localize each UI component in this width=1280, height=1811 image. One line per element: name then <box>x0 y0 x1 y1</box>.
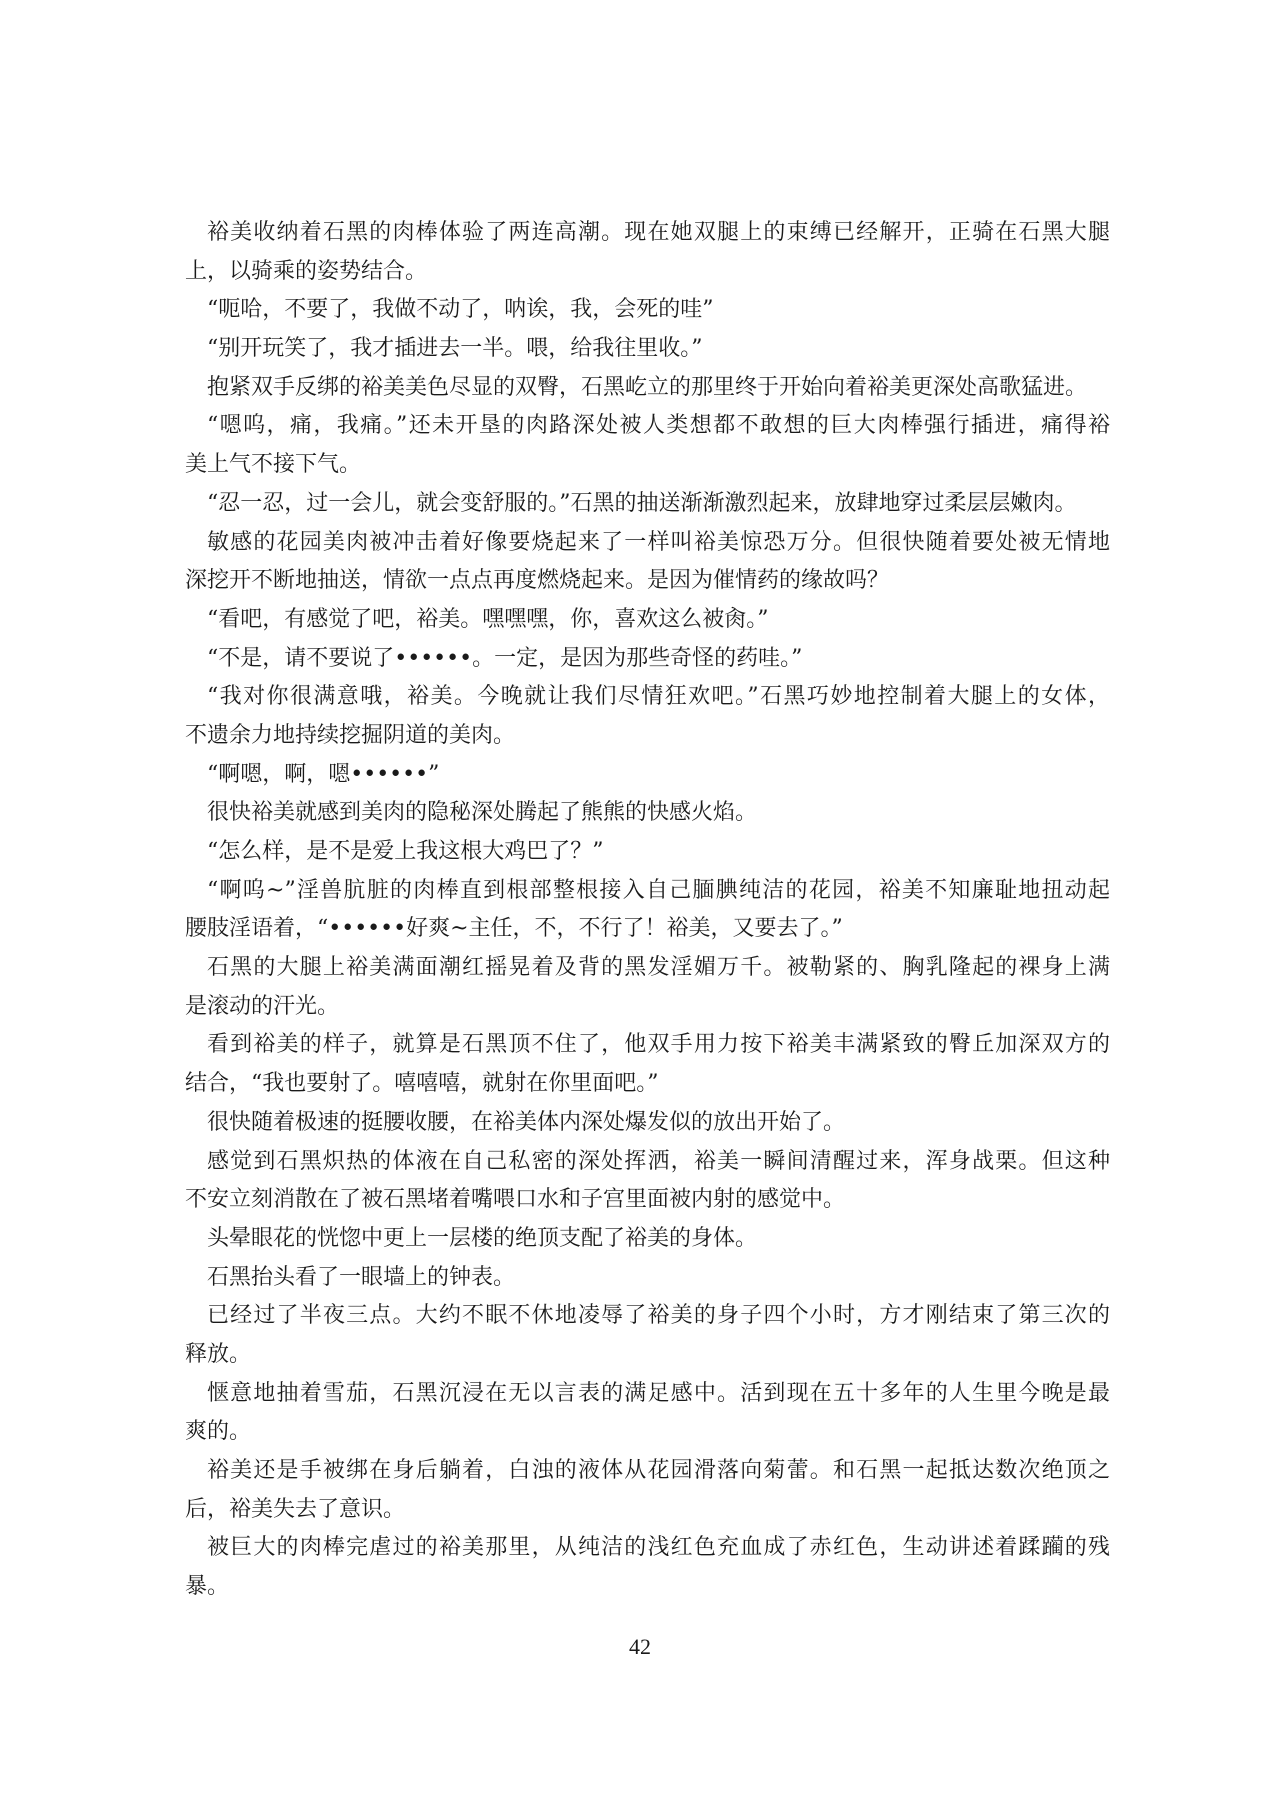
paragraph <box>185 407 1110 484</box>
paragraph <box>185 872 1110 949</box>
paragraph <box>185 1297 1110 1374</box>
text-line: 石黑的大腿上裕美满面潮红摇晃着及背的黑发淫媚万千。被勒紧的、胸乳隆起的裸身上满 <box>207 955 1110 981</box>
text-line: 美上气不接下气。 <box>185 452 362 478</box>
text-line: 很快随着极速的挺腰收腰，在裕美体内深处爆发似的放出开始了。 <box>207 1109 846 1135</box>
text-line: 暴。 <box>185 1574 230 1600</box>
text-line: 看到裕美的样子，就算是石黑顶不住了，他双手用力按下裕美丰满紧致的臀丘加深双方的 <box>207 1032 1110 1058</box>
paragraph <box>185 1259 1110 1298</box>
text-line: 感觉到石黑炽热的体液在自己私密的深处挥洒，裕美一瞬间清醒过来，浑身战栗。但这种 <box>207 1148 1110 1174</box>
paragraph <box>185 369 1110 408</box>
text-line: 深挖开不断地抽送，情欲一点点再度燃烧起来。是因为催情药的缘故吗？ <box>185 568 890 594</box>
page-number: 42 <box>629 1634 651 1659</box>
paragraph <box>185 678 1110 755</box>
text-line: “看吧，有感觉了吧，裕美。嘿嘿嘿，你，喜欢这么被肏。” <box>207 606 769 632</box>
paragraph <box>185 291 1110 330</box>
text-line: 敏感的花园美肉被冲击着好像要烧起来了一样叫裕美惊恐万分。但很快随着要处被无情地 <box>207 529 1110 555</box>
paragraph <box>185 756 1110 795</box>
paragraph <box>185 1220 1110 1259</box>
paragraph <box>185 1375 1110 1452</box>
text-line: 不遗余力地持续挖掘阴道的美肉。 <box>185 722 516 748</box>
paragraph <box>185 1026 1110 1103</box>
paragraph <box>185 1104 1110 1143</box>
text-line: 释放。 <box>185 1341 252 1367</box>
paragraph <box>185 833 1110 872</box>
paragraph <box>185 601 1110 640</box>
paragraph <box>185 949 1110 1026</box>
text-line: 爽的。 <box>185 1419 252 1445</box>
text-line: “啊嗯，啊，嗯••••••” <box>207 761 440 787</box>
text-line: 石黑抬头看了一眼墙上的钟表。 <box>207 1264 516 1290</box>
text-line: 被巨大的肉棒完虐过的裕美那里，从纯洁的浅红色充血成了赤红色，生动讲述着蹂躏的残 <box>207 1535 1110 1561</box>
text-line: 已经过了半夜三点。大约不眠不休地凌辱了裕美的身子四个小时，方才刚结束了第三次的 <box>207 1303 1110 1329</box>
paragraph <box>185 524 1110 601</box>
paragraph <box>185 330 1110 369</box>
body-text <box>185 214 1110 1607</box>
text-line: “呃哈，不要了，我做不动了，呐诶，我，会死的哇” <box>207 297 714 323</box>
text-line: “啊呜~”淫兽肮脏的肉棒直到根部整根接入自己腼腆纯洁的花园，裕美不知廉耻地扭动起 <box>207 877 1110 903</box>
text-line: 腰肢淫语着，“••••••好爽~主任，不，不行了！裕美，又要去了。” <box>185 916 843 942</box>
text-line: 很快裕美就感到美肉的隐秘深处腾起了熊熊的快感火焰。 <box>207 800 758 826</box>
paragraph <box>185 640 1110 679</box>
paragraph <box>185 485 1110 524</box>
text-line: 裕美还是手被绑在身后躺着，白浊的液体从花园滑落向菊蕾。和石黑一起抵达数次绝顶之 <box>207 1458 1110 1483</box>
text-line: “我对你很满意哦，裕美。今晚就让我们尽情狂欢吧。”石黑巧妙地控制着大腿上的女体， <box>207 684 1110 710</box>
text-line: 结合，“我也要射了。嘻嘻嘻，就射在你里面吧。” <box>185 1071 659 1097</box>
text-line: 头晕眼花的恍惚中更上一层楼的绝顶支配了裕美的身体。 <box>207 1225 758 1251</box>
paragraph <box>185 1143 1110 1220</box>
paragraph <box>185 1452 1110 1529</box>
text-line: 不安立刻消散在了被石黑堵着嘴喂口水和子宫里面被内射的感觉中。 <box>185 1187 846 1213</box>
text-line: 惬意地抽着雪茄，石黑沉浸在无以言表的满足感中。活到现在五十多年的人生里今晚是最 <box>207 1380 1110 1406</box>
text-line: 是滚动的汗光。 <box>185 993 340 1019</box>
paragraph <box>185 1529 1110 1606</box>
text-line: “不是，请不要说了••••••。一定，是因为那些奇怪的药哇。” <box>207 645 803 671</box>
text-line: “嗯呜，痛，我痛。”还未开垦的肉路深处被人类想都不敢想的巨大肉棒强行插进，痛得裕 <box>207 413 1110 439</box>
text-line: 抱紧双手反绑的裕美美色尽显的双臀，石黑屹立的那里终于开始向着裕美更深处高歌猛进。 <box>207 374 1088 400</box>
text-line: 裕美收纳着石黑的肉棒体验了两连高潮。现在她双腿上的束缚已经解开，正骑在石黑大腿 <box>207 220 1110 245</box>
paragraph <box>185 214 1110 291</box>
text-line: 后，裕美失去了意识。 <box>185 1496 406 1522</box>
text-line: 上，以骑乘的姿势结合。 <box>185 258 428 284</box>
text-line: “忍一忍，过一会儿，就会变舒服的。”石黑的抽送渐渐激烈起来，放肆地穿过柔层层嫩肉。 <box>207 490 1077 516</box>
text-line: “别开玩笑了，我才插进去一半。喂，给我往里收。” <box>207 336 703 362</box>
paragraph <box>185 794 1110 833</box>
text-line: “怎么样，是不是爱上我这根大鸡巴了？” <box>207 839 604 864</box>
